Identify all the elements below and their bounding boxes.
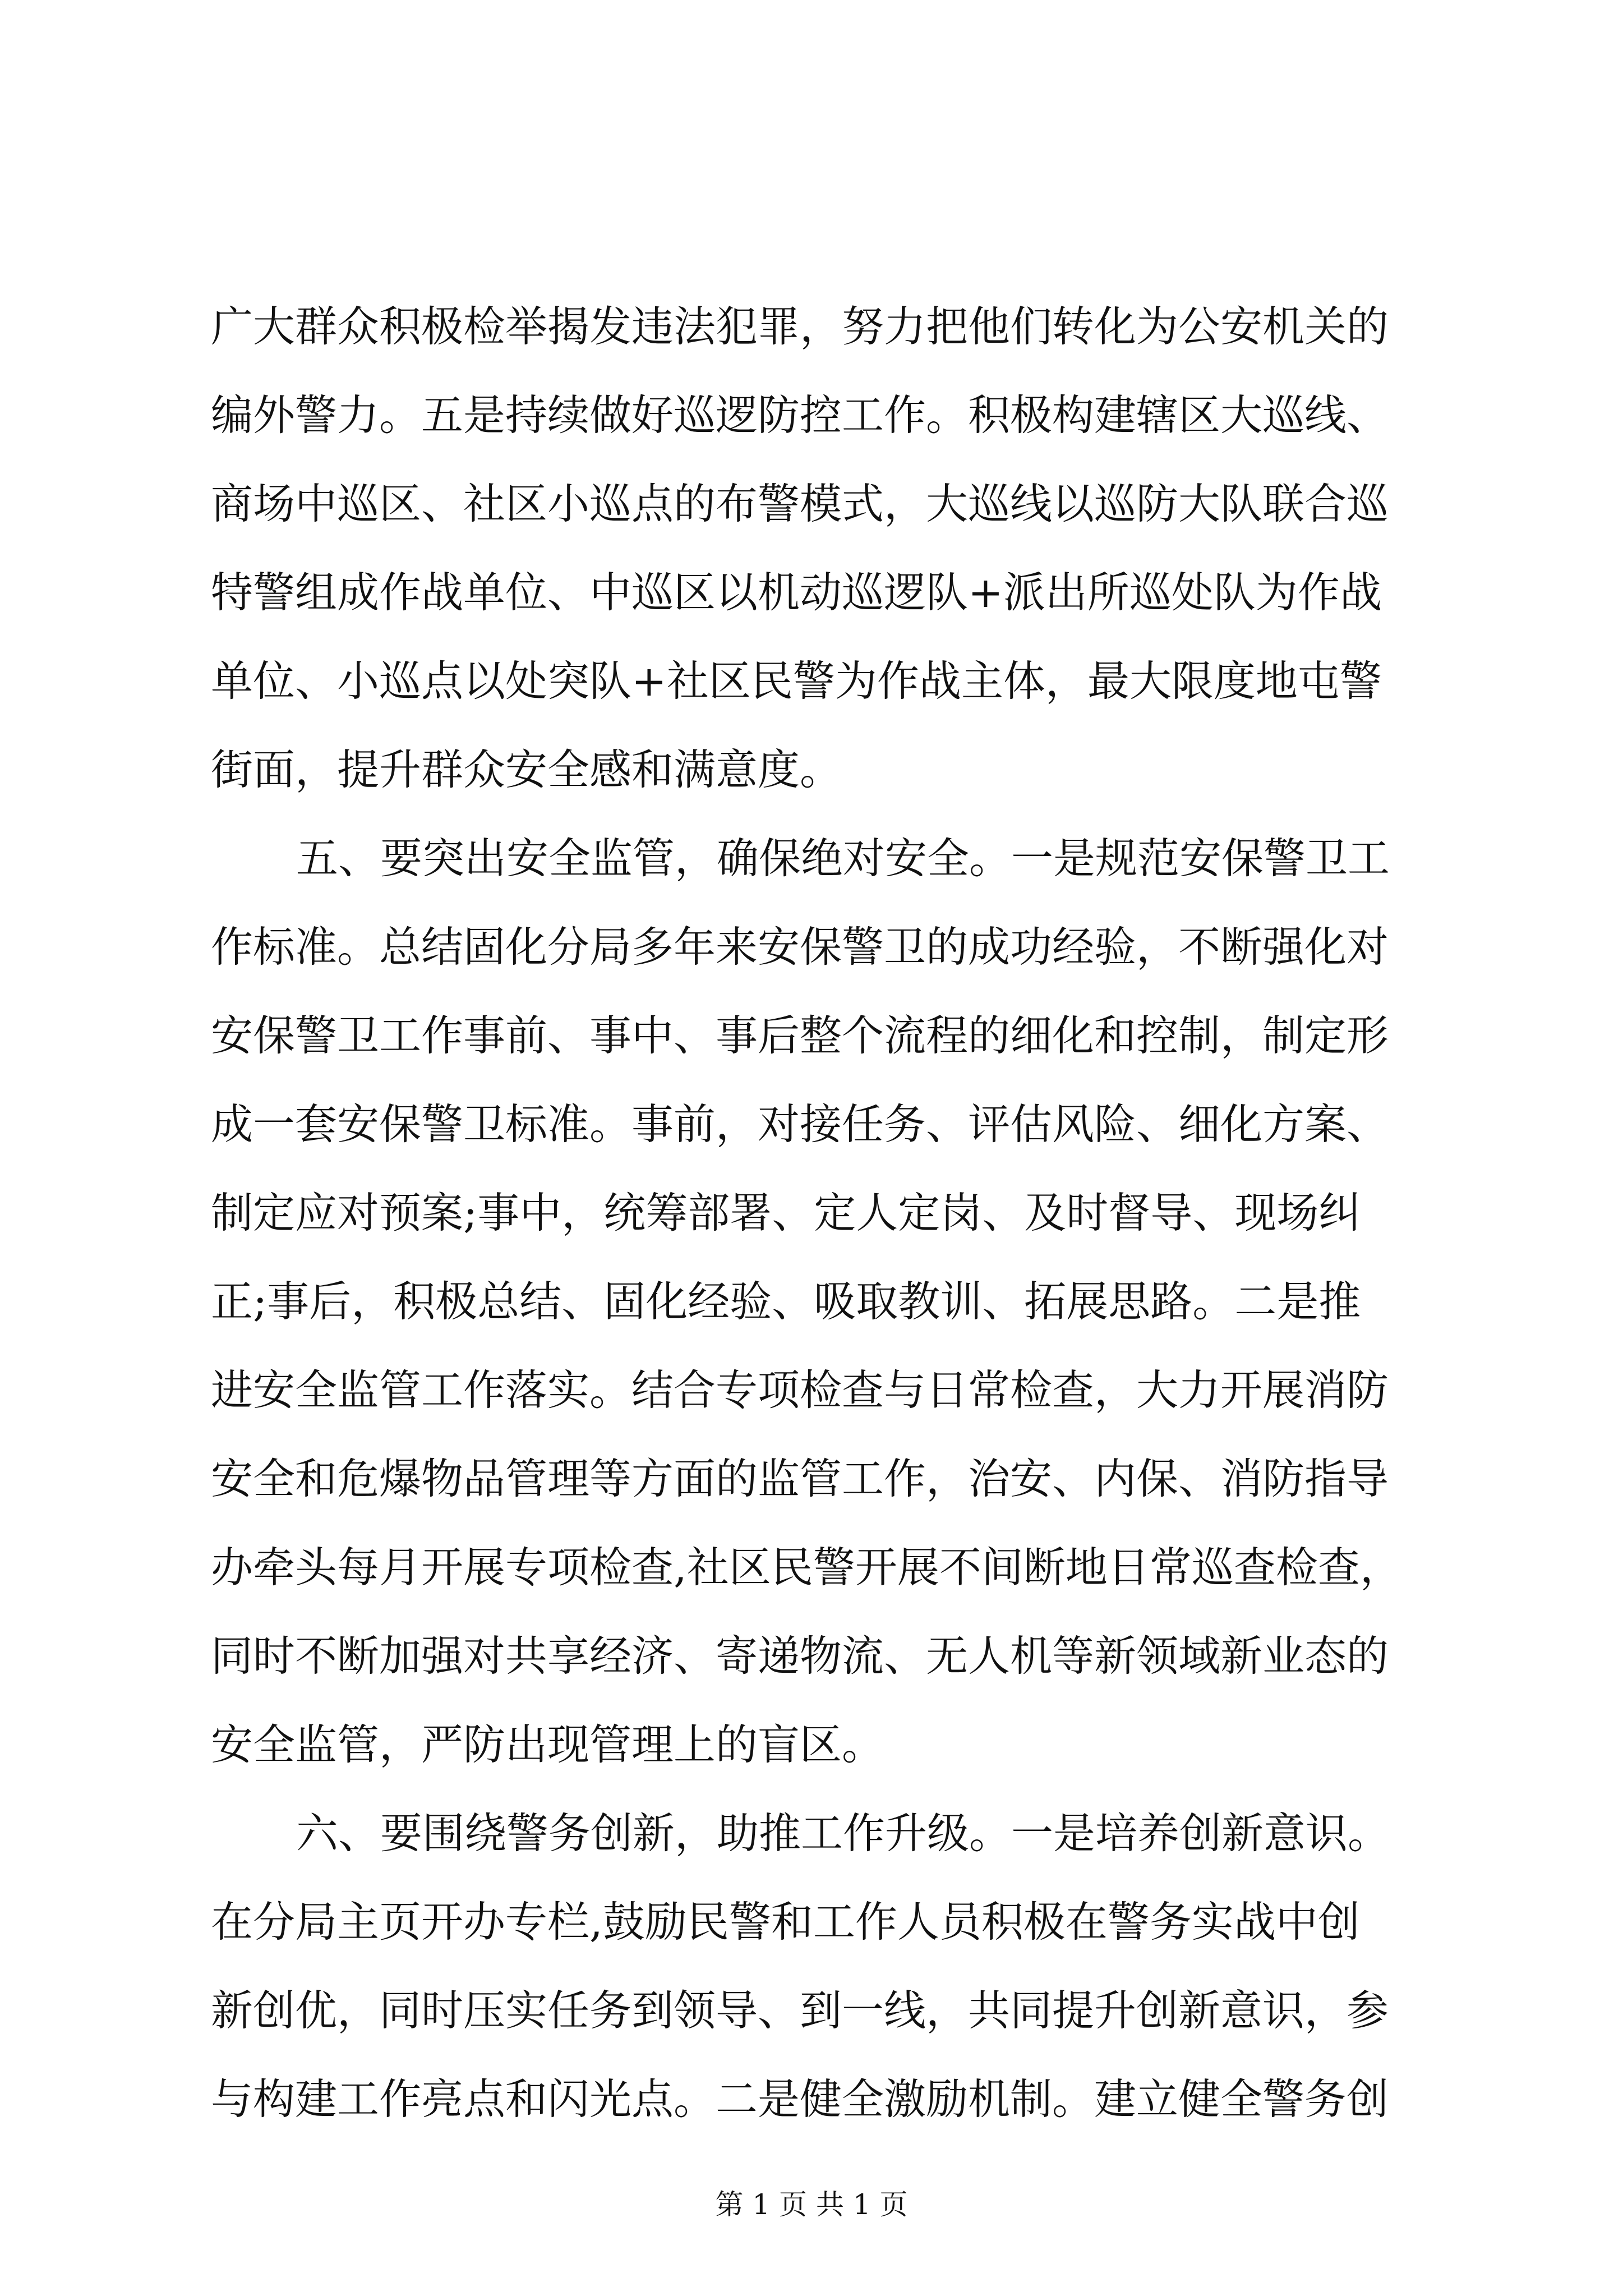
body-line: 单位、小巡点以处突队+社区民警为作战主体，最大限度地屯警 — [211, 656, 1382, 706]
body-line: 进安全监管工作落实。结合专项检查与日常检查，大力开展消防 — [211, 1365, 1389, 1415]
body-line: 新创优，同时压实任务到领导、到一线，共同提升创新意识，参 — [211, 1986, 1389, 2035]
body-line: 六、要围绕警务创新，助推工作升级。一是培养创新意识。 — [296, 1809, 1390, 1858]
body-line: 成一套安保警卫标准。事前，对接任务、评估风险、细化方案、 — [211, 1099, 1389, 1149]
body-line: 安全监管，严防出现管理上的盲区。 — [211, 1720, 884, 1769]
body-line: 编外警力。五是持续做好巡逻防控工作。积极构建辖区大巡线、 — [211, 390, 1389, 440]
body-line: 同时不断加强对共享经济、寄递物流、无人机等新领域新业态的 — [211, 1631, 1389, 1681]
body-line: 商场中巡区、社区小巡点的布警模式，大巡线以巡防大队联合巡 — [211, 479, 1389, 528]
body-line: 广大群众积极检举揭发违法犯罪，努力把他们转化为公安机关的 — [211, 302, 1389, 351]
body-line: 特警组成作战单位、中巡区以机动巡逻队+派出所巡处队为作战 — [211, 568, 1382, 617]
body-line: 作标准。总结固化分局多年来安保警卫的成功经验，不断强化对 — [211, 922, 1389, 972]
body-line: 在分局主页开办专栏,鼓励民警和工作人员积极在警务实战中创 — [211, 1897, 1360, 1947]
body-line: 安全和危爆物品管理等方面的监管工作，治安、内保、消防指导 — [211, 1454, 1389, 1503]
body-line: 办牵头每月开展专项检查,社区民警开展不间断地日常巡查检查， — [211, 1543, 1402, 1592]
body-line: 正;事后，积极总结、固化经验、吸取教训、拓展思路。二是推 — [211, 1277, 1361, 1326]
body-line: 街面，提升群众安全感和满意度。 — [211, 745, 842, 794]
body-line: 五、要突出安全监管，确保绝对安全。一是规范安保警卫工 — [296, 834, 1390, 883]
page-number-footer: 第 1 页 共 1 页 — [715, 2188, 908, 2221]
body-line: 与构建工作亮点和闪光点。二是健全激励机制。建立健全警务创 — [211, 2074, 1389, 2124]
body-line: 制定应对预案;事中，统筹部署、定人定岗、及时督导、现场纠 — [211, 1188, 1361, 1237]
body-line: 安保警卫工作事前、事中、事后整个流程的细化和控制，制定形 — [211, 1011, 1389, 1060]
